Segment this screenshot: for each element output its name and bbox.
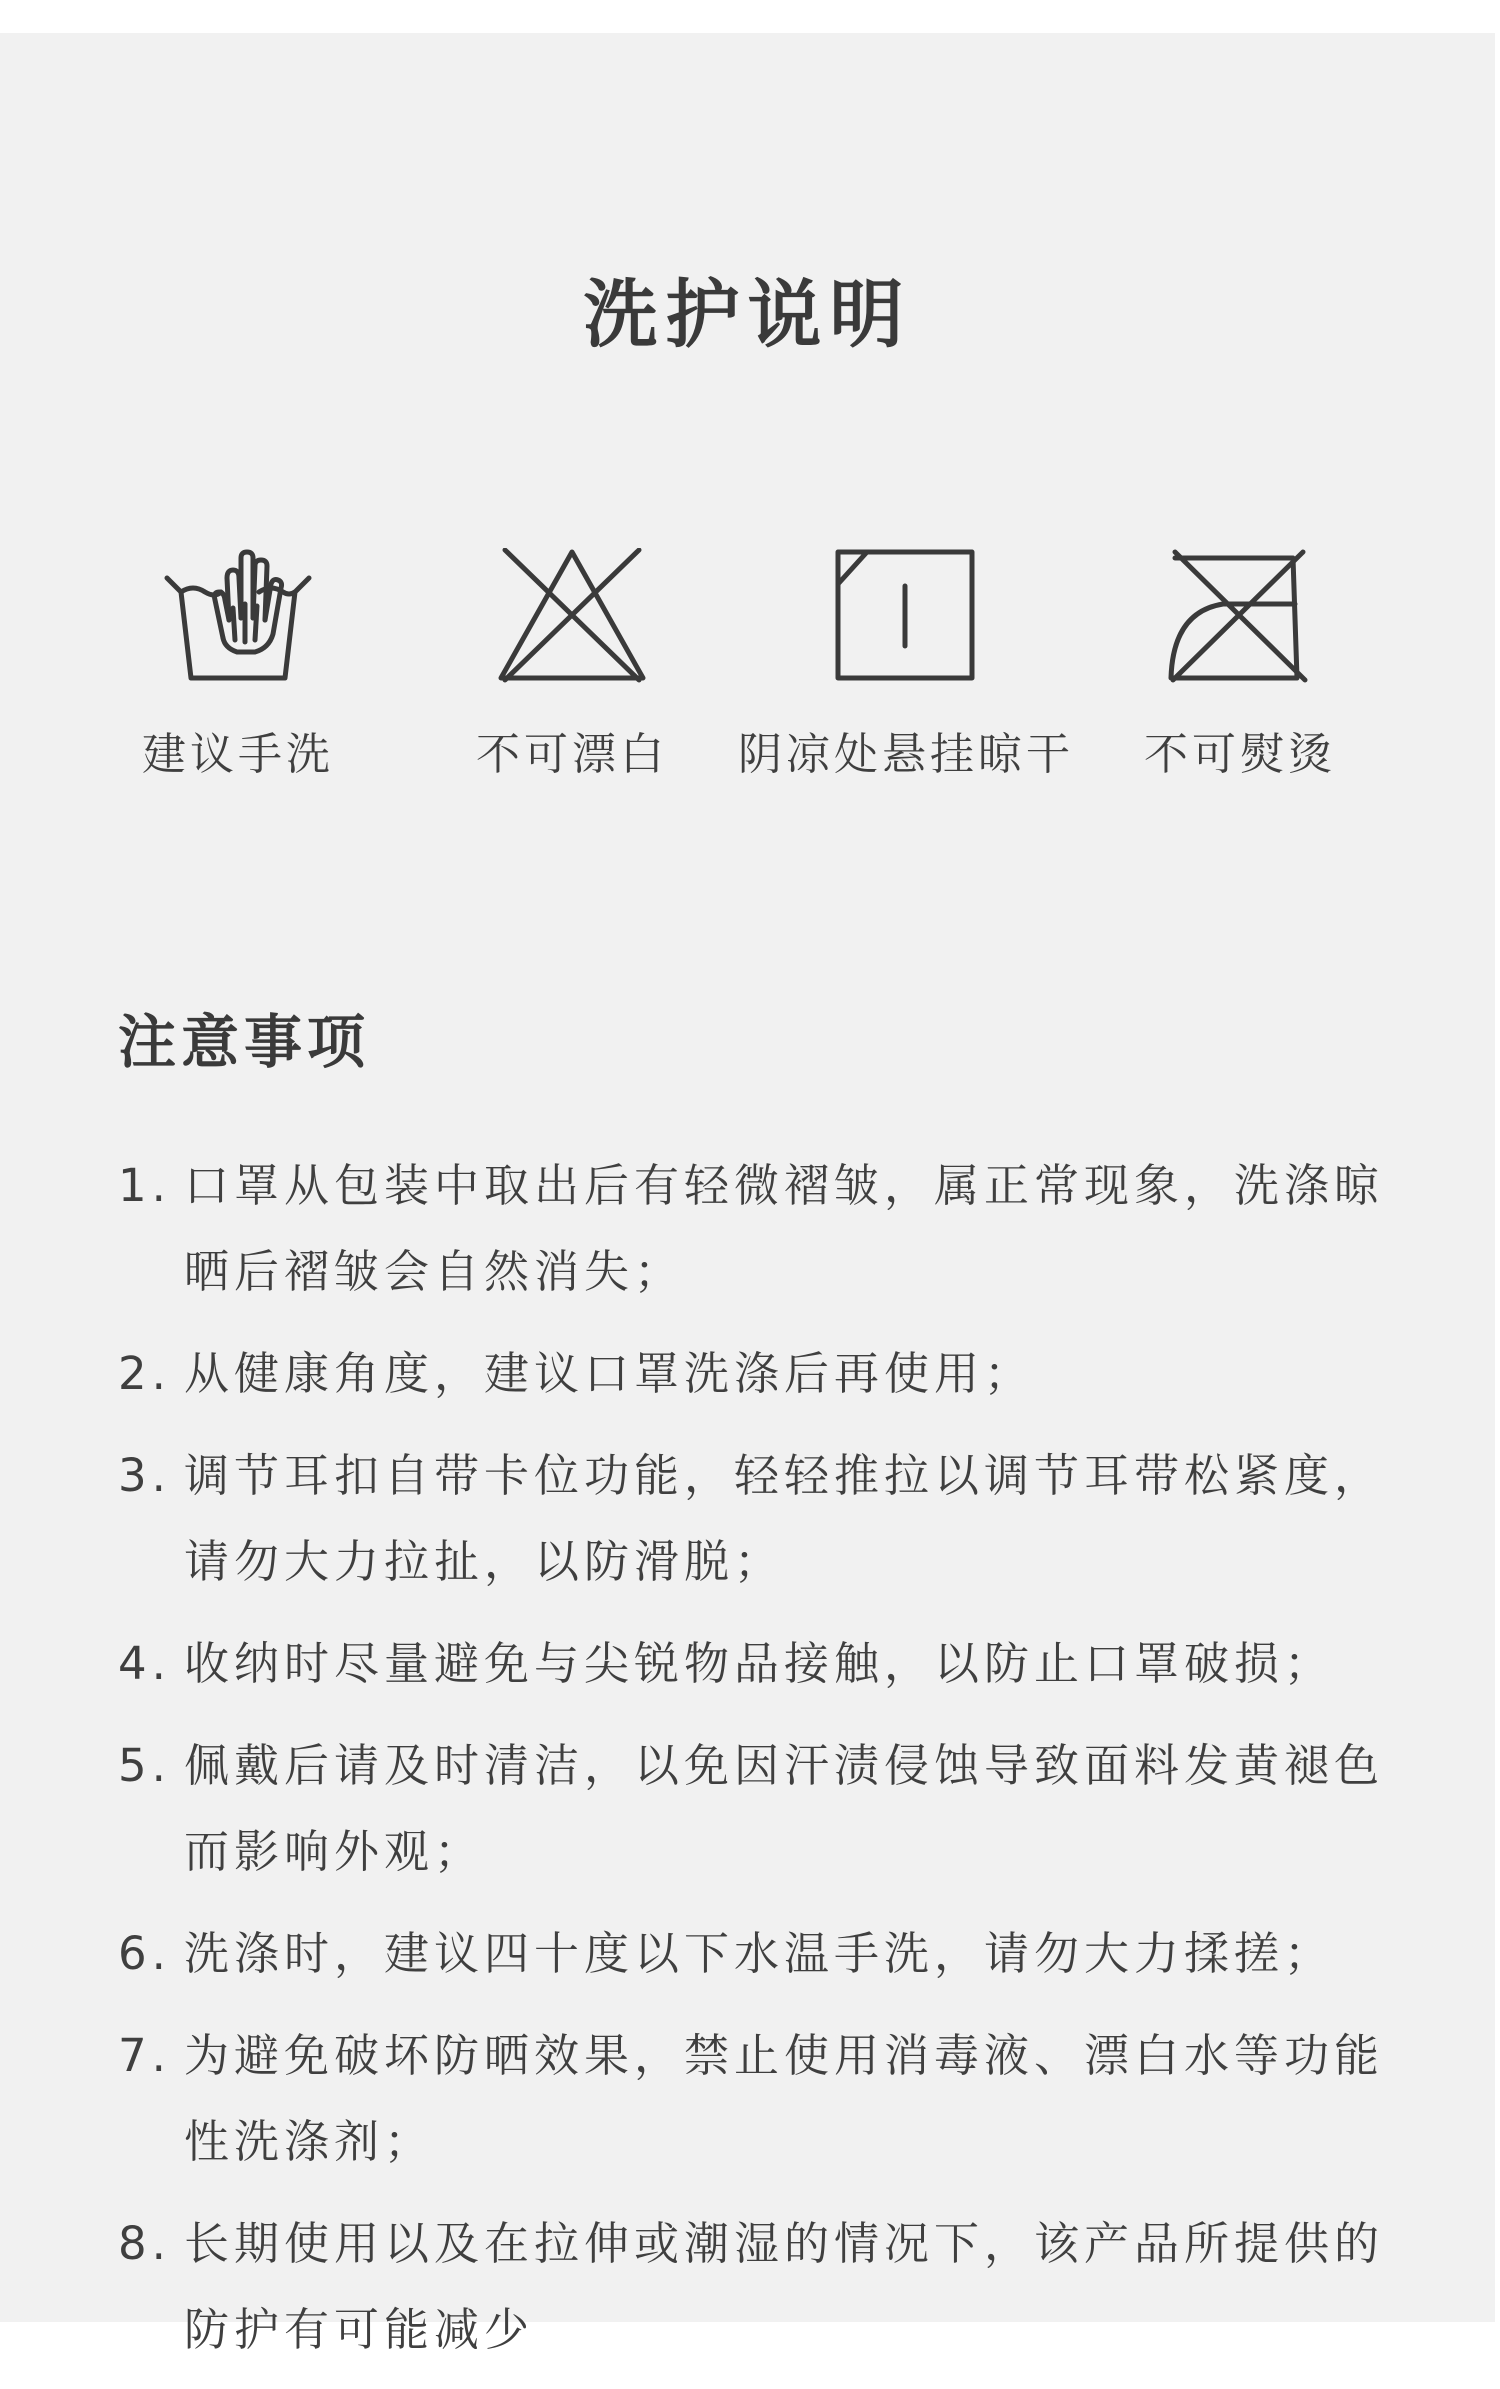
care-icons-row (0, 548, 1500, 798)
care-item-hand-wash (68, 548, 408, 780)
list-item (118, 2201, 1398, 2373)
notes-heading: 注意事项 (118, 1008, 371, 1076)
care-label-line-dry: 阴凉处悬挂晾干 (738, 729, 1074, 780)
note-number: 2. (118, 1347, 171, 1400)
list-item (118, 1331, 1398, 1417)
care-item-no-bleach (402, 548, 742, 780)
note-text: 长期使用以及在拉伸或潮湿的情况下，该产品所提供的防护有可能减少 (184, 2217, 1385, 2356)
note-text: 为避免破坏防晒效果，禁止使用消毒液、漂白水等功能性洗涤剂； (184, 2029, 1385, 2168)
care-instructions-panel (0, 33, 1495, 2356)
note-number: 7. (118, 2029, 171, 2082)
list-item (118, 1911, 1398, 1997)
list-item (118, 1433, 1398, 1605)
no-iron-icon (1165, 548, 1315, 683)
care-item-no-iron (1070, 548, 1410, 780)
note-number: 1. (118, 1159, 171, 1212)
note-text: 口罩从包装中取出后有轻微褶皱，属正常现象，洗涤晾晒后褶皱会自然消失； (184, 1159, 1385, 1298)
hand-wash-icon (163, 548, 313, 683)
note-text: 收纳时尽量避免与尖锐物品接触，以防止口罩破损； (184, 1637, 1335, 1690)
list-item (118, 1621, 1398, 1707)
note-text: 从健康角度，建议口罩洗涤后再使用； (184, 1347, 1035, 1400)
page-title: 洗护说明 (583, 272, 912, 358)
list-item (118, 1143, 1398, 1315)
note-number: 4. (118, 1637, 171, 1690)
care-label-hand-wash: 建议手洗 (142, 729, 334, 780)
note-number: 3. (118, 1449, 171, 1502)
list-item (118, 1723, 1398, 1895)
list-item (118, 2013, 1398, 2185)
note-text: 佩戴后请及时清洁，以免因汗渍侵蚀导致面料发黄褪色而影响外观； (184, 1739, 1385, 1878)
notes-list (118, 1143, 1398, 2389)
no-bleach-icon (497, 548, 647, 683)
note-number: 6. (118, 1927, 171, 1980)
care-item-line-dry (736, 548, 1076, 780)
care-label-no-iron: 不可熨烫 (1144, 729, 1336, 780)
care-label-no-bleach: 不可漂白 (476, 729, 668, 780)
line-dry-in-shade-icon (831, 548, 981, 683)
note-text: 洗涤时，建议四十度以下水温手洗，请勿大力揉搓； (184, 1927, 1335, 1980)
note-number: 8. (118, 2217, 171, 2270)
note-text: 调节耳扣自带卡位功能，轻轻推拉以调节耳带松紧度，请勿大力拉扯，以防滑脱； (184, 1449, 1385, 1588)
note-number: 5. (118, 1739, 171, 1792)
